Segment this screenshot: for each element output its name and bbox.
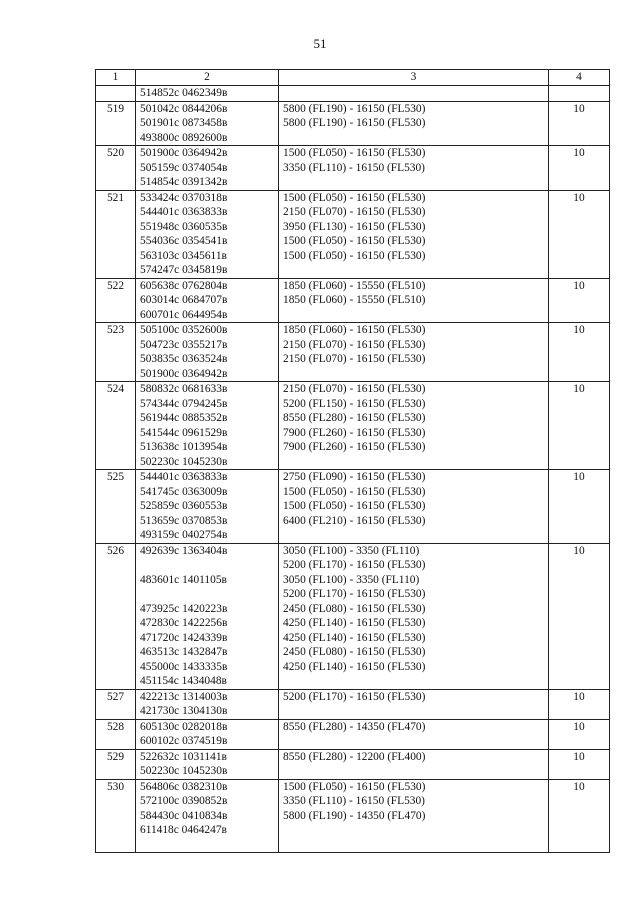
coordinate-line: 584430c 0410834в [140,809,228,822]
row-number: 520 [96,146,136,191]
altitude-cell [279,689,549,719]
row-number: 530 [96,779,136,853]
coordinate-line: 514852c 0462349в [140,87,228,99]
coordinate-line: 505159c 0374054в [140,161,228,174]
coordinates-cell [136,146,279,191]
altitude-line: 1850 (FL060) - 15550 (FL510) [283,294,426,306]
coordinate-line: 513659c 0370853в [140,514,228,527]
altitude-line: 1500 (FL050) - 16150 (FL530) [283,249,426,262]
coordinate-line [140,838,278,853]
coordinate-line: 451154c 1434048в [140,675,227,687]
coordinate-line: 493800c 0892600в [140,131,228,144]
altitude-line: 5200 (FL150) - 16150 (FL530) [283,397,426,410]
coordinate-line: 544401c 0363833в [140,206,228,218]
altitude-line: 3950 (FL130) - 16150 (FL530) [283,220,426,233]
table-body [96,86,610,853]
altitude-line: 4250 (FL140) - 16150 (FL530) [283,631,426,644]
altitude-line: 1500 (FL050) - 16150 (FL530) [283,191,426,204]
coordinate-line: 563103c 0345611в [140,249,227,262]
altitude-cell [279,278,549,323]
row-number: 529 [96,749,136,779]
coordinate-line: 513638c 1013954в [140,441,228,453]
altitude-line: 2150 (FL070) - 16150 (FL530) [283,338,426,351]
width-value: 10 [549,323,610,382]
coordinate-line: 561944c 0885352в [140,412,228,424]
coordinate-line: 544401c 0363833в [140,471,228,483]
row-number: 521 [96,190,136,278]
coordinates-cell [136,749,279,779]
coordinates-cell [136,382,279,470]
altitude-line: 5800 (FL190) - 16150 (FL530) [283,117,426,129]
width-value: 10 [549,719,610,749]
altitude-line: 1850 (FL060) - 16150 (FL530) [283,324,426,336]
header-cell-1: 1 [96,70,136,86]
altitude-line: 2150 (FL070) - 16150 (FL530) [283,206,426,218]
coordinate-line: 471720c 1424339в [140,631,228,644]
altitude-line: 1850 (FL060) - 15550 (FL510) [283,279,426,292]
coordinate-line: 501901c 0873458в [140,117,228,129]
coordinates-cell [136,719,279,749]
altitude-cell [279,146,549,191]
table-row [96,470,610,544]
altitude-line: 3050 (FL100) - 3350 (FL110) [283,544,420,557]
coordinate-line: 501042c 0844206в [140,102,228,115]
altitude-line: 7900 (FL260) - 16150 (FL530) [283,441,426,453]
coordinate-line: 502230c 1045230в [140,765,228,777]
altitude-line: 5800 (FL190) - 16150 (FL530) [283,102,426,115]
width-value: 10 [549,190,610,278]
coordinates-cell [136,543,279,689]
coordinate-line: 600701c 0644954в [140,308,228,321]
row-number: 519 [96,101,136,146]
altitude-line: 5200 (FL170) - 16150 (FL530) [283,559,426,571]
altitude-cell [279,86,549,102]
coordinate-line: 525859c 0360553в [140,500,228,512]
table-row [96,543,610,689]
coordinates-cell [136,779,279,853]
altitude-line: 5200 (FL170) - 16150 (FL530) [283,588,426,600]
header-cell-4: 4 [549,70,610,86]
width-value: 10 [549,278,610,323]
coordinate-line: 600102c 0374519в [140,735,228,747]
altitude-line: 3050 (FL100) - 3350 (FL110) [283,573,420,586]
altitude-cell [279,719,549,749]
coordinate-line: 611418c 0464247в [140,824,227,836]
coordinate-line: 422213c 1314003в [140,690,228,703]
header-cell-3: 3 [279,70,549,86]
width-value: 10 [549,749,610,779]
coordinates-cell [136,86,279,102]
altitude-line: 3350 (FL110) - 16150 (FL530) [283,161,425,174]
table-row [96,719,610,749]
width-value: 10 [549,470,610,544]
table-row [96,190,610,278]
altitude-line: 1500 (FL050) - 16150 (FL530) [283,500,426,512]
altitude-line: 8550 (FL280) - 14350 (FL470) [283,720,426,733]
row-number: 524 [96,382,136,470]
header-cell-2: 2 [136,70,279,86]
coordinate-line: 492639c 1363404в [140,544,228,557]
coordinate-line: 421730c 1304130в [140,705,228,717]
coordinate-line [140,558,278,573]
altitude-line: 2150 (FL070) - 16150 (FL530) [283,383,426,395]
table-row [96,689,610,719]
row-number: 525 [96,470,136,544]
header-row [96,70,610,86]
coordinate-line: 603014c 0684707в [140,294,228,306]
coordinate-line: 514854c 0391342в [140,176,228,188]
coordinate-line: 503835c 0363524в [140,353,228,365]
altitude-line: 3350 (FL110) - 16150 (FL530) [283,795,425,807]
row-number: 523 [96,323,136,382]
coordinate-line: 541745c 0363009в [140,485,228,498]
page-number: 51 [313,36,327,51]
coordinate-line: 493159c 0402754в [140,529,228,541]
coordinate-line: 574247c 0345819в [140,264,228,276]
coordinate-line [140,587,278,602]
coordinate-line: 572100c 0390852в [140,795,228,807]
altitude-line [283,86,548,101]
coordinate-line: 483601c 1401105в [140,573,227,586]
width-value: 10 [549,146,610,191]
coordinates-cell [136,689,279,719]
row-number: 522 [96,278,136,323]
coordinates-cell [136,278,279,323]
coordinate-line: 522632c 1031141в [140,750,227,763]
coordinate-line: 580832c 0681633в [140,383,228,395]
altitude-line: 2450 (FL080) - 16150 (FL530) [283,646,426,658]
table-row [96,749,610,779]
coordinates-cell [136,470,279,544]
coordinate-line: 472830c 1422256в [140,617,228,629]
coordinate-line: 463513c 1432847в [140,646,228,658]
coordinate-line: 505100c 0352600в [140,324,228,336]
coordinates-cell [136,101,279,146]
table-row [96,86,610,102]
coordinates-cell [136,190,279,278]
coordinate-line: 533424c 0370318в [140,191,228,204]
coordinate-line: 473925c 1420223в [140,602,228,615]
coordinate-line: 574344c 0794245в [140,397,228,410]
altitude-cell [279,543,549,689]
altitude-cell [279,470,549,544]
row-number [96,86,136,102]
table-row [96,323,610,382]
coordinate-line: 502230c 1045230в [140,455,228,468]
altitude-line: 8550 (FL280) - 16150 (FL530) [283,412,426,424]
coordinate-line: 501900c 0364942в [140,147,228,159]
coordinate-line: 504723c 0355217в [140,338,228,351]
altitude-line: 5800 (FL190) - 14350 (FL470) [283,809,426,822]
altitude-line: 6400 (FL210) - 16150 (FL530) [283,514,426,527]
width-value: 10 [549,779,610,853]
altitude-cell [279,323,549,382]
coordinates-cell [136,323,279,382]
table-row [96,146,610,191]
altitude-cell [279,749,549,779]
altitude-line: 1500 (FL050) - 16150 (FL530) [283,780,426,793]
row-number: 527 [96,689,136,719]
altitude-line: 4250 (FL140) - 16150 (FL530) [283,660,426,673]
width-value: 10 [549,101,610,146]
altitude-line: 7900 (FL260) - 16150 (FL530) [283,426,426,439]
altitude-cell [279,190,549,278]
coordinate-line: 605638c 0762804в [140,279,228,292]
coordinate-line: 541544c 0961529в [140,426,228,439]
altitude-line: 5200 (FL170) - 16150 (FL530) [283,690,426,703]
row-number: 526 [96,543,136,689]
table-row [96,779,610,853]
altitude-line: 8550 (FL280) - 12200 (FL400) [283,750,426,763]
altitude-cell [279,779,549,853]
altitude-line: 2450 (FL080) - 16150 (FL530) [283,602,426,615]
coordinate-line: 501900c 0364942в [140,367,228,380]
altitude-cell [279,382,549,470]
altitude-line: 4250 (FL140) - 16150 (FL530) [283,617,426,629]
width-value [549,86,610,102]
table-row [96,101,610,146]
row-number: 528 [96,719,136,749]
coordinate-line: 564806c 0382310в [140,780,228,793]
table-row [96,278,610,323]
altitude-line: 2750 (FL090) - 16150 (FL530) [283,471,426,483]
table-row [96,382,610,470]
coordinate-line: 554036c 0354541в [140,235,228,247]
altitude-line: 1500 (FL050) - 16150 (FL530) [283,235,426,247]
coordinate-line: 455000c 1433335в [140,660,228,673]
altitude-cell [279,101,549,146]
route-table [95,69,610,853]
coordinate-line: 605130c 0282018в [140,720,228,733]
altitude-line: 2150 (FL070) - 16150 (FL530) [283,353,426,365]
width-value: 10 [549,689,610,719]
width-value: 10 [549,543,610,689]
altitude-line: 1500 (FL050) - 16150 (FL530) [283,485,426,498]
altitude-line: 1500 (FL050) - 16150 (FL530) [283,147,426,159]
width-value: 10 [549,382,610,470]
coordinate-line: 551948c 0360535в [140,220,228,233]
